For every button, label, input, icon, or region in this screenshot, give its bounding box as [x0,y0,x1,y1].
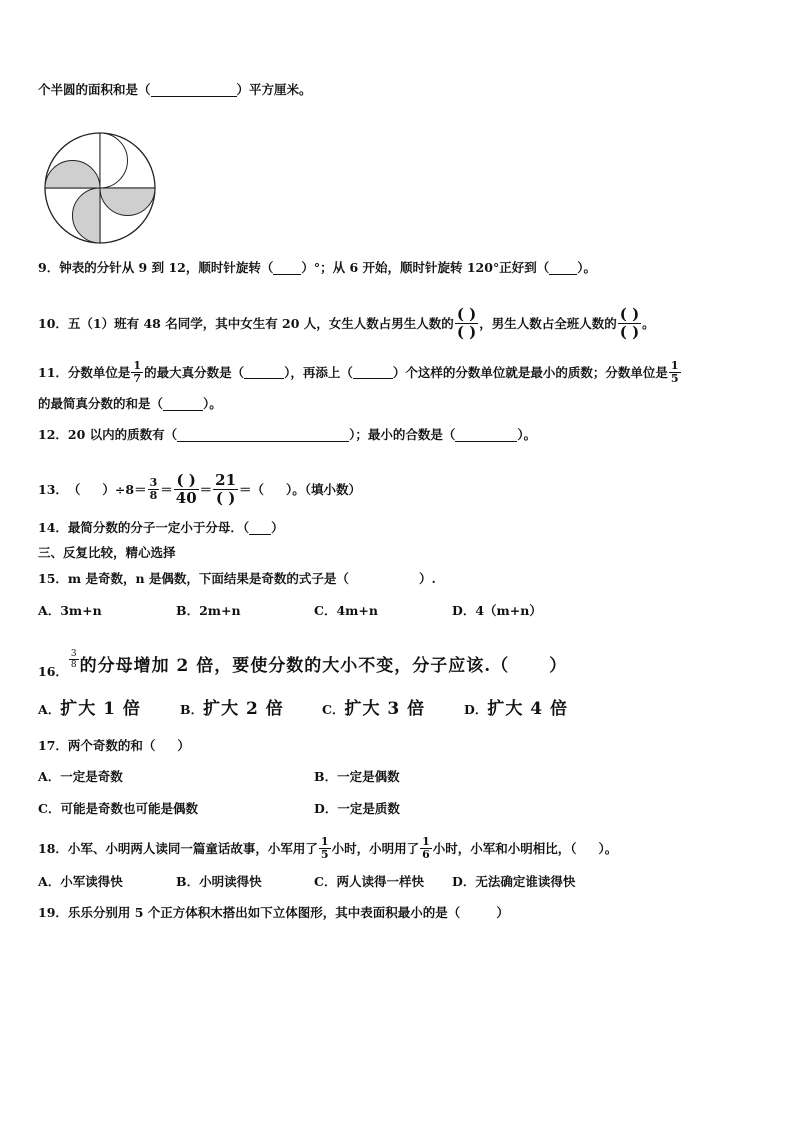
option-c[interactable]: C．可能是奇数也可能是偶数 [38,801,198,816]
option-d[interactable]: D．一定是质数 [314,801,400,816]
fraction: $\frac{1}{6}$ [422,835,430,861]
option-b[interactable]: B．小明读得快 [176,874,262,889]
option-c[interactable]: C．4m+n [314,603,378,618]
question-16: 16． $\frac{3}{8}$ 的分母增加 2 倍，要使分数的大小不变，分子应该.（ ） [38,648,568,679]
option-b[interactable]: B．一定是偶数 [314,769,400,784]
fraction: $\frac{1}{5}$ [320,835,329,861]
question-11: 11． 分数单位是 $\frac{1}{7}$ 的最大真分数是（ ），再添上（ ）个这样的分数单位就是最小的质数；分数单位是 $\frac{1}{5}$ [38,359,679,385]
answer-blank[interactable] [163,398,203,411]
option-a[interactable]: A．一定是奇数 [38,769,123,784]
question-17-options-row1 [38,769,400,785]
question-11-cont: 的最简真分数的和是（ ）。 [38,396,222,411]
option-d[interactable]: D．4（m+n） [452,603,542,618]
question-13: 13． （ ）÷8＝ $\frac{3}{8}$ ＝ $\frac{( )}{40}$ ＝ $\frac{21}{( )}$ ＝（ ）。（填小数） [38,471,362,507]
answer-blank[interactable] [273,262,301,275]
question-16-options [38,701,568,718]
question-15-options [38,603,542,619]
fraction-blank[interactable]: $\frac{( )}{( )}$ [619,305,640,341]
answer-blank[interactable] [455,429,517,442]
option-a[interactable]: A．小军读得快 [38,874,123,889]
option-d[interactable]: D．无法确定谁读得快 [452,874,576,889]
pinwheel-circle-figure [42,130,158,246]
question-14: 14． 最简分数的分子一定小于分母．（ ） [38,520,284,535]
answer-blank[interactable] [353,366,393,379]
fraction-blank[interactable]: $\frac{( )}{( )}$ [456,305,477,341]
question-19: 19． 乐乐分别用 5 个正方体积木搭出如下立体图形，其中表面积最小的是（ ） [38,905,509,920]
question-17-options-row2 [38,801,400,817]
fraction: $\frac{1}{7}$ [133,359,142,385]
option-d[interactable]: D．扩大 4 倍 [464,699,569,719]
section-heading: 三、反复比较，精心选择 [38,545,176,560]
answer-blank[interactable] [549,262,577,275]
option-a[interactable]: A．扩大 1 倍 [38,699,141,719]
answer-blank[interactable] [151,84,237,97]
question-9: 9． 钟表的分针从 9 到 12，顺时针旋转（ ）°；从 6 开始，顺时针旋转 120°正好到（ ）。 [38,260,596,275]
option-c[interactable]: C．两人读得一样快 [314,874,424,889]
option-a[interactable]: A．3m+n [38,603,102,618]
option-b[interactable]: B．扩大 2 倍 [180,699,284,719]
fraction: $\frac{3}{8}$ [70,648,77,670]
question-17: 17． 两个奇数的和（ ） [38,738,190,753]
fraction: $\frac{1}{5}$ [670,359,679,385]
question-18: 18． 小军、小明两人读同一篇童话故事，小军用了 $\frac{1}{5}$ 小时，小明用了 $\frac{1}{6}$ 小时，小军和小明相比，（ ）。 [38,835,618,861]
question-18-options [38,874,575,890]
fraction-blank[interactable]: $\frac{( )}{40}$ [175,471,197,507]
question-15: 15． m 是奇数，n 是偶数，下面结果是奇数的式子是（ ）. [38,571,436,586]
fraction-blank[interactable]: $\frac{21}{( )}$ [215,471,237,507]
answer-blank[interactable] [177,429,349,442]
q8-tail: 个半圆的面积和是（ ）平方厘米。 [38,82,312,97]
option-c[interactable]: C．扩大 3 倍 [322,699,426,719]
question-10: 10． 五（1）班有 48 名同学，其中女生有 20 人，女生人数占男生人数的 $\frac{( )}{( )}$ ，男生人数占全班人数的 $\frac{( )}{( )}$ 。 [38,305,655,341]
option-b[interactable]: B．2m+n [176,603,241,618]
answer-blank[interactable] [249,522,271,535]
answer-blank[interactable] [244,366,284,379]
fraction: $\frac{3}{8}$ [149,476,158,502]
question-12: 12． 20 以内的质数有（ ）；最小的合数是（ ）。 [38,427,537,442]
